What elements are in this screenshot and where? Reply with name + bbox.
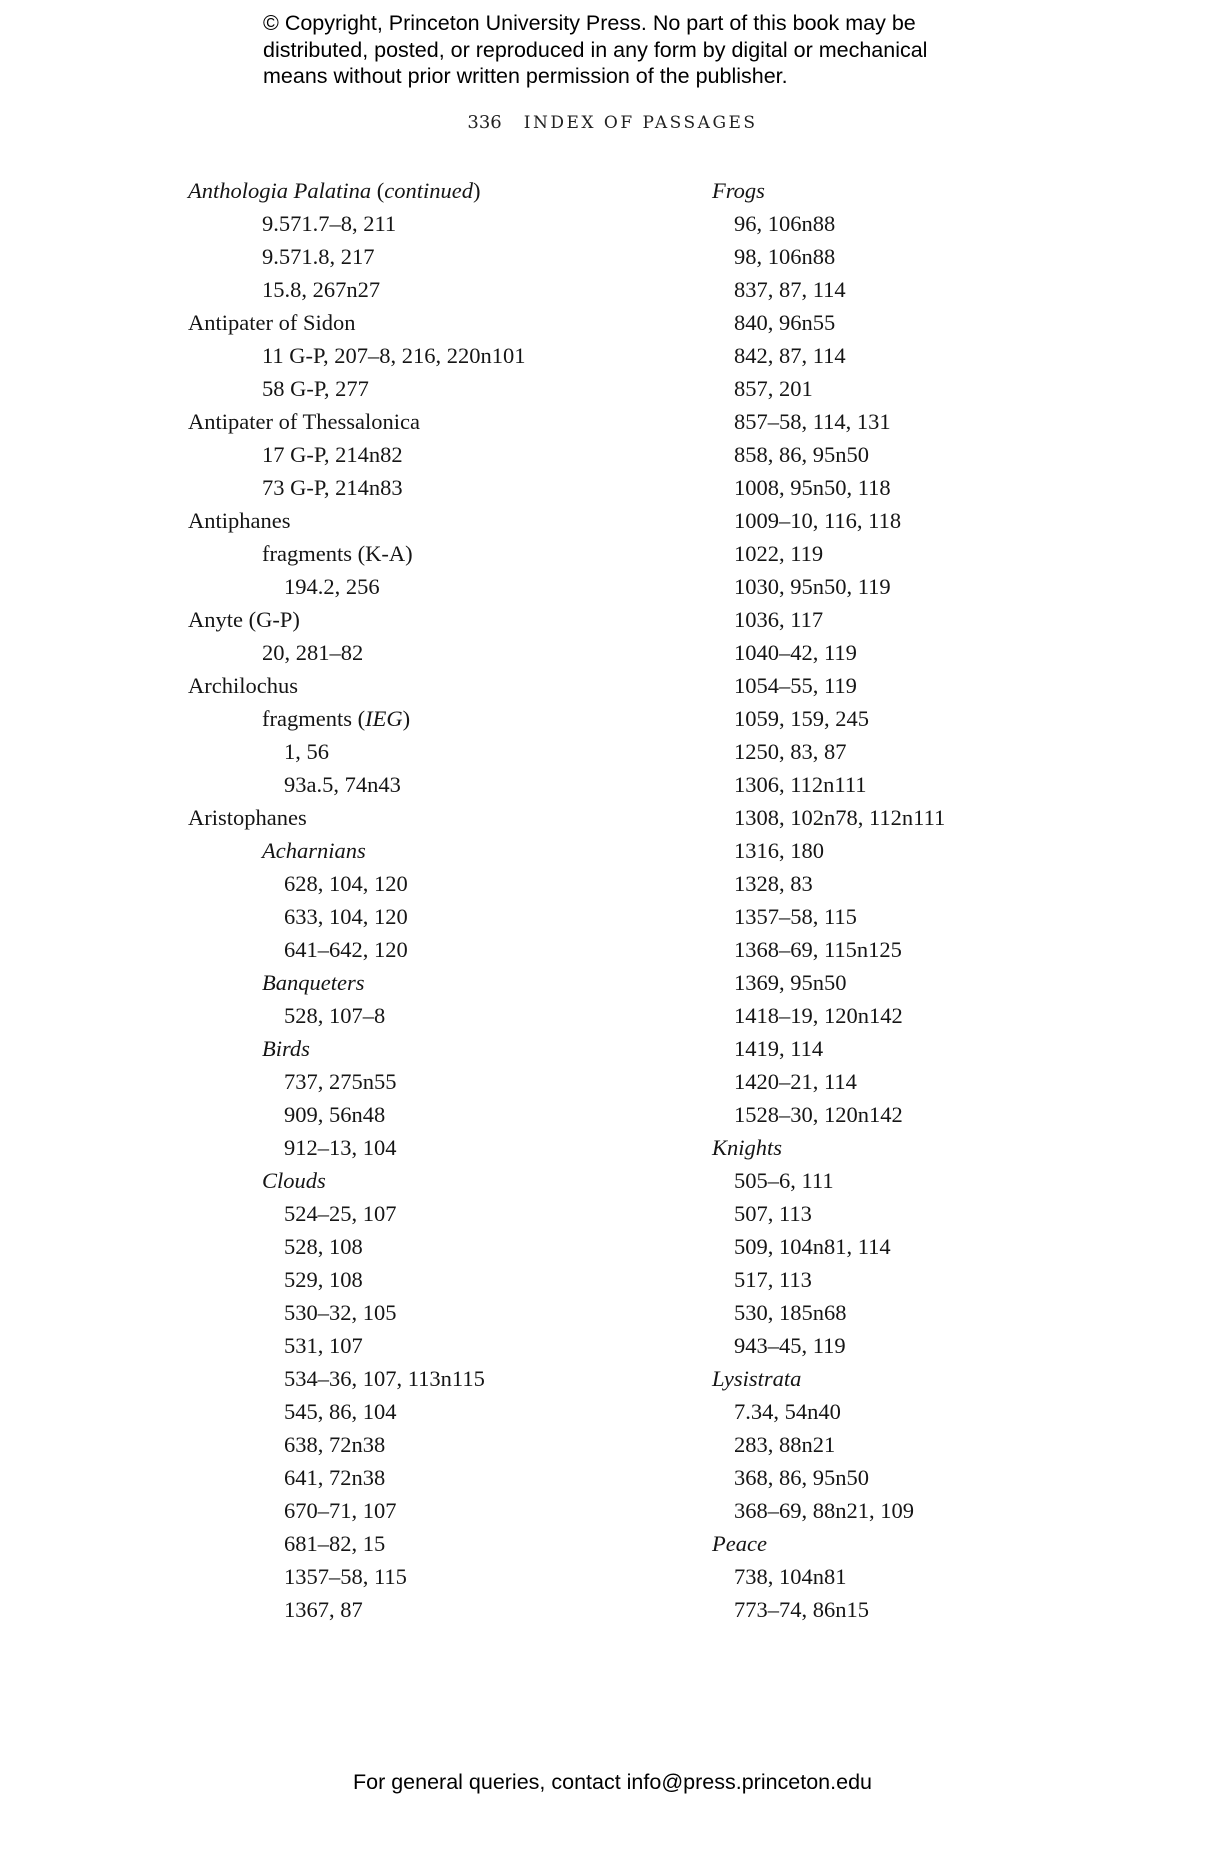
index-entry: 738, 104n81 xyxy=(734,1564,847,1589)
index-entry: 1418–19, 120n142 xyxy=(734,1003,903,1028)
index-entry: 1306, 112n111 xyxy=(734,772,867,797)
index-heading: Anyte (G-P) xyxy=(188,607,300,632)
index-entry: 1316, 180 xyxy=(734,838,824,863)
copyright-line: distributed, posted, or reproduced in any form by digital or mechanical xyxy=(263,37,928,62)
index-entry: 840, 96n55 xyxy=(734,310,836,335)
copyright-line: © Copyright, Princeton University Press. No part of this book may be xyxy=(263,11,916,35)
running-head xyxy=(0,112,1225,133)
index-subheading: fragments (IEG) xyxy=(262,706,411,731)
index-entry: 73 G-P, 214n83 xyxy=(262,475,403,500)
copyright-notice xyxy=(263,10,983,90)
index-entry: 1009–10, 116, 118 xyxy=(734,508,902,533)
index-entry: 1059, 159, 245 xyxy=(734,706,869,731)
index-entry: 1419, 114 xyxy=(734,1036,824,1061)
index-entry: 1369, 95n50 xyxy=(734,970,847,995)
page-number: 336 xyxy=(467,112,502,133)
index-entry: 1357–58, 115 xyxy=(734,904,857,929)
index-entry: 528, 107–8 xyxy=(284,1003,386,1028)
index-entry: 368, 86, 95n50 xyxy=(734,1465,869,1490)
index-entry: 531, 107 xyxy=(284,1333,363,1358)
footer-contact: For general queries, contact info@press.princeton.edu xyxy=(352,1770,872,1794)
index-entry: 7.34, 54n40 xyxy=(734,1399,841,1424)
index-entry: 737, 275n55 xyxy=(284,1069,397,1094)
index-entry: 641–642, 120 xyxy=(284,937,408,962)
index-entry: 912–13, 104 xyxy=(284,1135,397,1160)
index-entry: 1368–69, 115n125 xyxy=(734,937,902,962)
index-entry: 529, 108 xyxy=(284,1267,363,1292)
index-work-title: Knights xyxy=(712,1135,783,1160)
index-entry: 517, 113 xyxy=(734,1267,812,1292)
index-entry-text: Anthologia Palatina xyxy=(188,178,377,203)
index-entry: 17 G-P, 214n82 xyxy=(262,442,403,467)
index-heading: Aristophanes xyxy=(188,805,307,830)
index-entry: 1308, 102n78, 112n111 xyxy=(734,805,946,830)
index-entry: 9.571.7–8, 211 xyxy=(262,211,397,236)
index-entry: 283, 88n21 xyxy=(734,1432,836,1457)
index-entry: 858, 86, 95n50 xyxy=(734,442,869,467)
index-entry: 638, 72n38 xyxy=(284,1432,386,1457)
index-entry: 1030, 95n50, 119 xyxy=(734,574,891,599)
index-entry: 96, 106n88 xyxy=(734,211,836,236)
index-work-title: Birds xyxy=(262,1036,310,1061)
index-entry: 641, 72n38 xyxy=(284,1465,386,1490)
index-entry: 1328, 83 xyxy=(734,871,813,896)
index-entry: 528, 108 xyxy=(284,1234,363,1259)
index-entry: 368–69, 88n21, 109 xyxy=(734,1498,914,1523)
index-heading: Antipater of Sidon xyxy=(188,310,356,335)
index-work-title: Clouds xyxy=(262,1168,326,1193)
index-work-title: Banqueters xyxy=(262,970,365,995)
index-entry: 530–32, 105 xyxy=(284,1300,397,1325)
index-entry: 1040–42, 119 xyxy=(734,640,857,665)
index-entry: 15.8, 267n27 xyxy=(262,277,381,302)
index-column-right xyxy=(712,174,1132,1626)
index-subheading: fragments (K-A) xyxy=(262,541,413,566)
index-entry: 773–74, 86n15 xyxy=(734,1597,869,1622)
index-entry: 1054–55, 119 xyxy=(734,673,857,698)
index-entry: 1420–21, 114 xyxy=(734,1069,857,1094)
index-heading: Archilochus xyxy=(188,673,298,698)
index-heading xyxy=(188,174,688,207)
index-entry: 545, 86, 104 xyxy=(284,1399,397,1424)
index-heading: Antipater of Thessalonica xyxy=(188,409,421,434)
index-entry: 1036, 117 xyxy=(734,607,824,632)
index-entry: 530, 185n68 xyxy=(734,1300,847,1325)
index-work-title: Acharnians xyxy=(262,838,366,863)
index-entry: 534–36, 107, 113n115 xyxy=(284,1366,485,1391)
index-entry: 93a.5, 74n43 xyxy=(284,772,401,797)
index-column-left xyxy=(188,174,688,1626)
copyright-line: means without prior written permission of the publisher. xyxy=(263,64,788,88)
index-work-title: Peace xyxy=(712,1531,767,1556)
index-work-title: Lysistrata xyxy=(712,1366,802,1391)
index-entry: 857, 201 xyxy=(734,376,813,401)
index-entry: 1367, 87 xyxy=(284,1597,363,1622)
index-entry: 58 G-P, 277 xyxy=(262,376,369,401)
index-entry: 9.571.8, 217 xyxy=(262,244,375,269)
index-entry: 507, 113 xyxy=(734,1201,812,1226)
index-entry: 1, 56 xyxy=(284,739,329,764)
index-entry: 1528–30, 120n142 xyxy=(734,1102,903,1127)
index-entry: 857–58, 114, 131 xyxy=(734,409,891,434)
index-entry: 505–6, 111 xyxy=(734,1168,834,1193)
running-title: INDEX OF PASSAGES xyxy=(523,113,758,133)
index-entry: 633, 104, 120 xyxy=(284,904,408,929)
index-entry: 681–82, 15 xyxy=(284,1531,386,1556)
index-entry: 909, 56n48 xyxy=(284,1102,386,1127)
index-entry: 837, 87, 114 xyxy=(734,277,846,302)
index-entry: 1022, 119 xyxy=(734,541,824,566)
index-entry: 670–71, 107 xyxy=(284,1498,397,1523)
index-work-title: Frogs xyxy=(712,178,765,203)
index-entry: 628, 104, 120 xyxy=(284,871,408,896)
index-entry: 98, 106n88 xyxy=(734,244,836,269)
index-entry: 20, 281–82 xyxy=(262,640,364,665)
index-entry-note: (continued) xyxy=(376,178,481,203)
index-entry: 11 G-P, 207–8, 216, 220n101 xyxy=(262,343,526,368)
index-entry: 194.2, 256 xyxy=(284,574,380,599)
index-entry: 509, 104n81, 114 xyxy=(734,1234,891,1259)
index-entry: 524–25, 107 xyxy=(284,1201,397,1226)
index-heading: Antiphanes xyxy=(188,508,291,533)
index-entry: 1008, 95n50, 118 xyxy=(734,475,891,500)
index-entry: 1357–58, 115 xyxy=(284,1564,407,1589)
index-entry: 943–45, 119 xyxy=(734,1333,846,1358)
index-entry: 842, 87, 114 xyxy=(734,343,846,368)
index-entry: 1250, 83, 87 xyxy=(734,739,847,764)
